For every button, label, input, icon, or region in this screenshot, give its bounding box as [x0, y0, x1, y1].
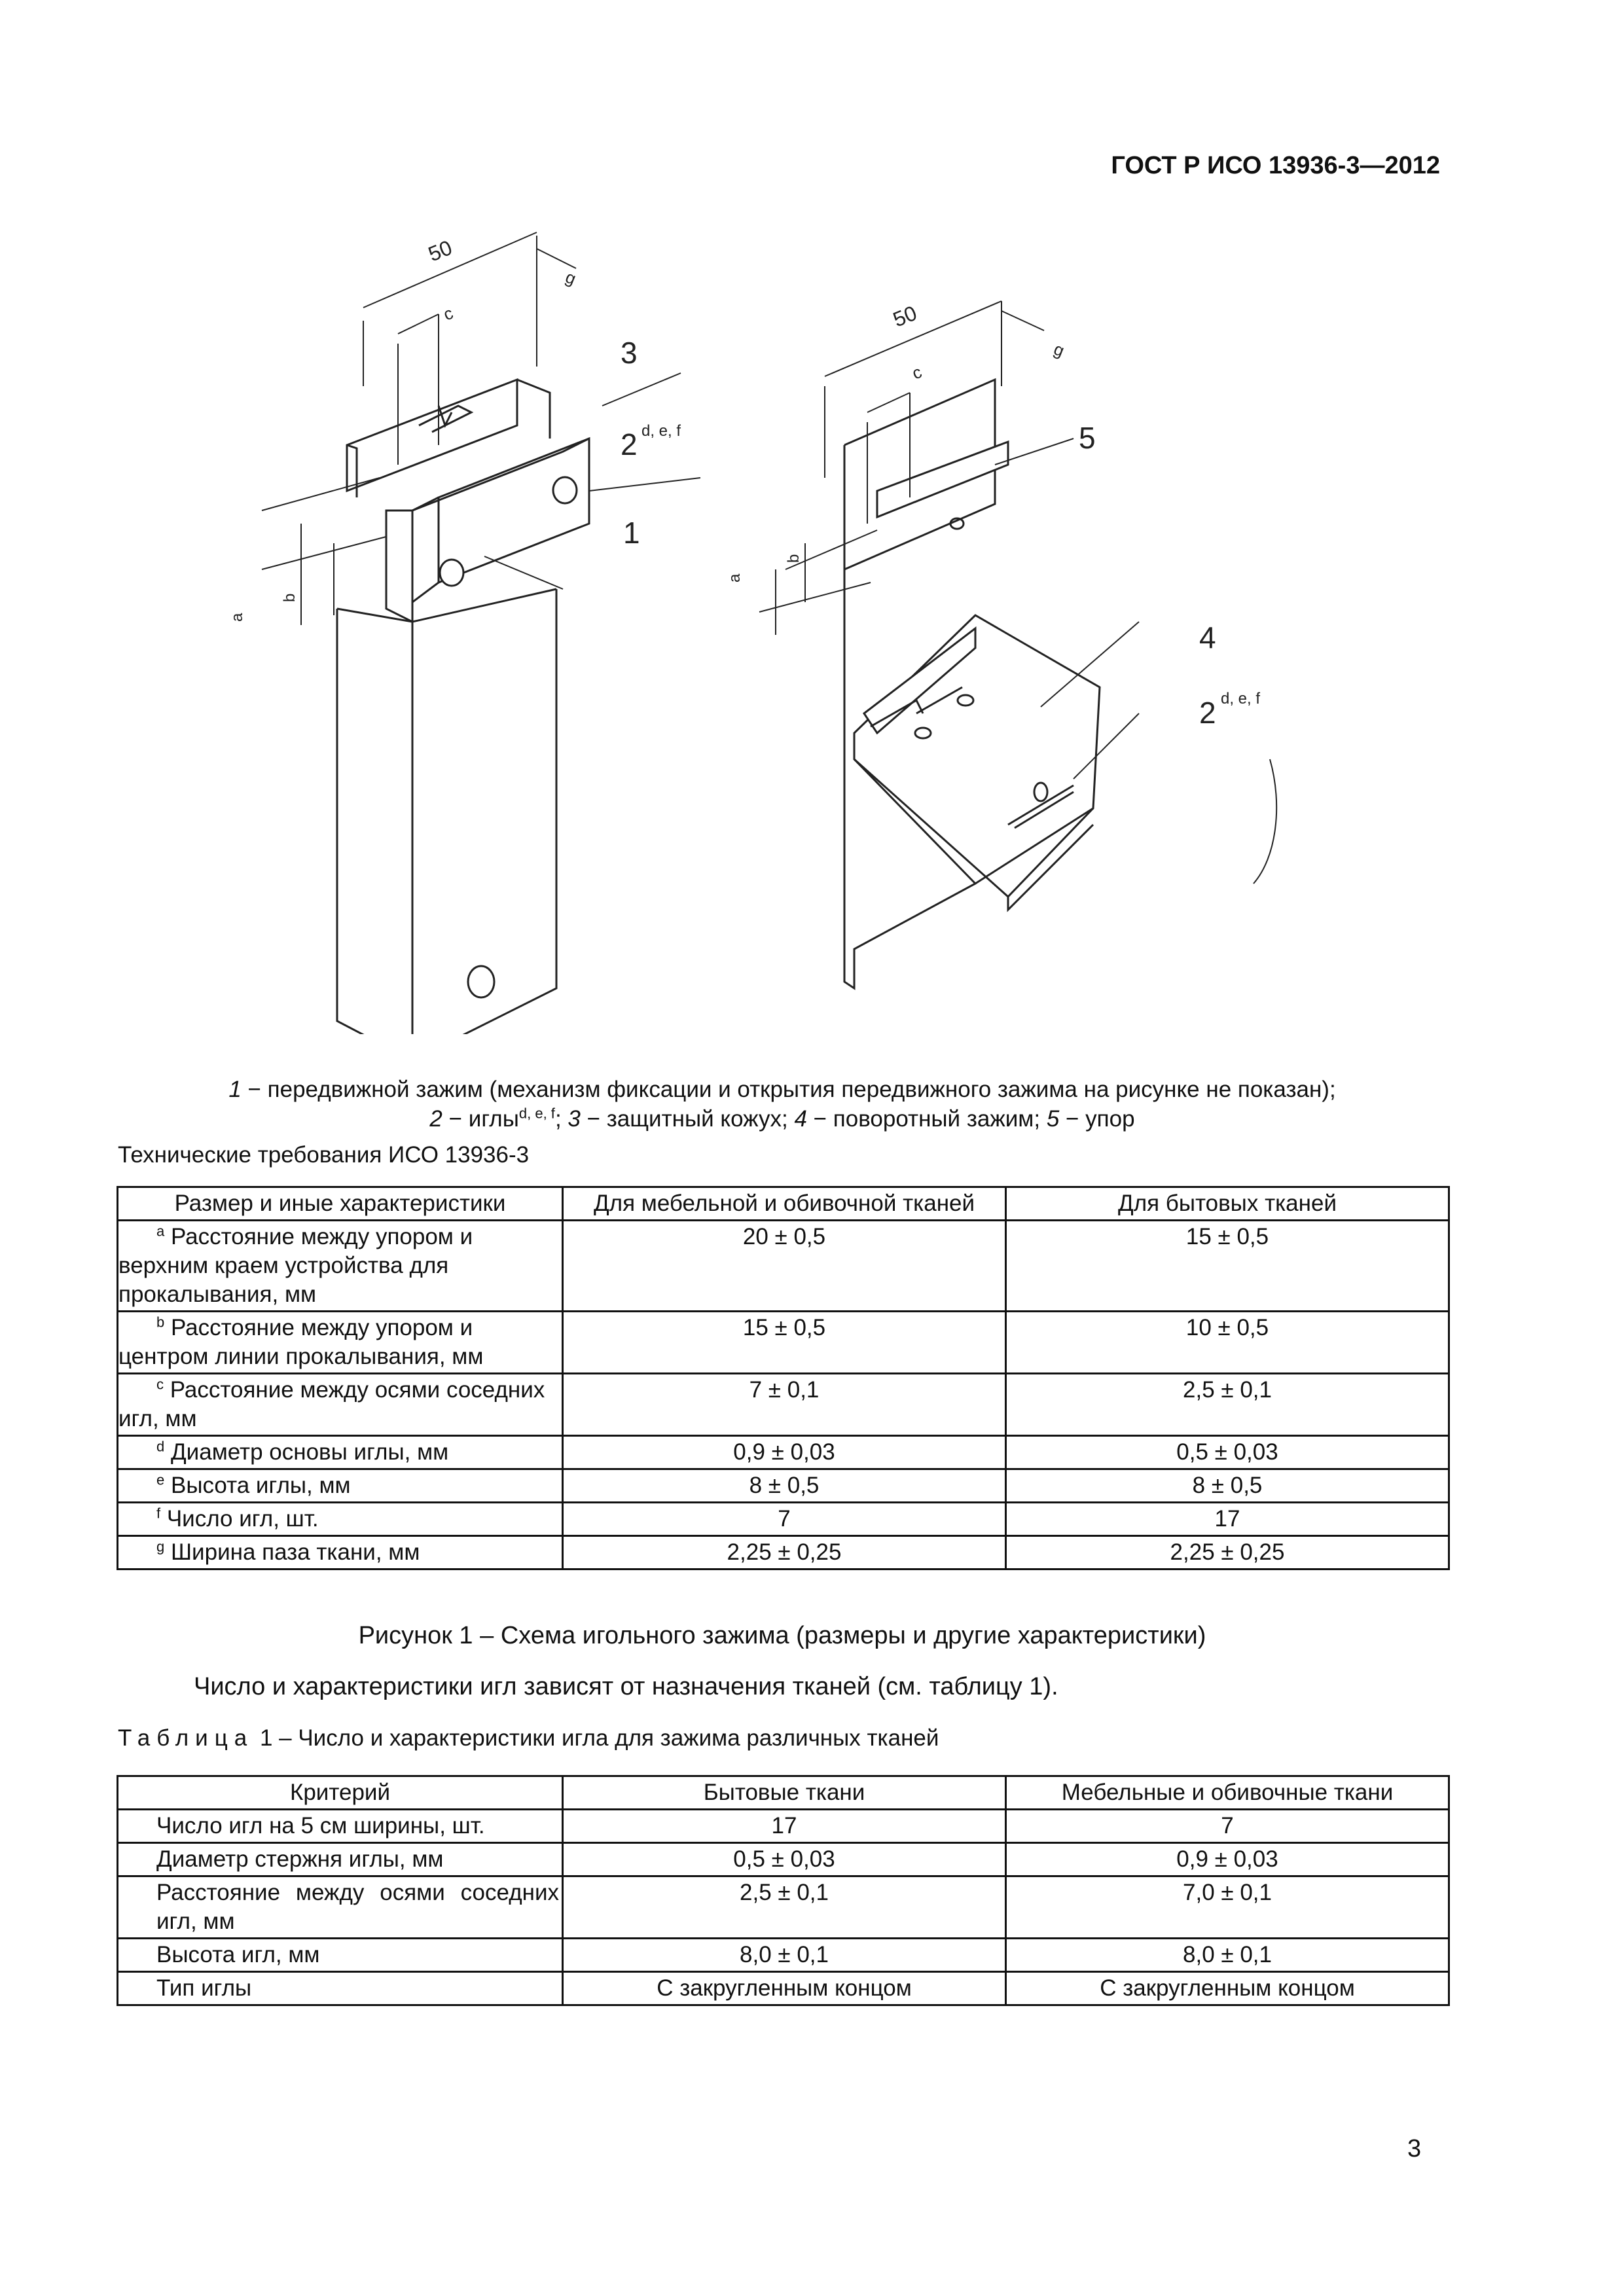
callout-2-left: 2: [621, 427, 638, 461]
cell-value: 15 ± 0,5: [563, 1312, 1006, 1374]
cell-value: С закругленным концом: [563, 1972, 1006, 2005]
tech-requirements-table: [117, 1186, 1450, 1570]
row-label: $^c$ Расстояние между осями соседних игл, мм: [118, 1374, 563, 1436]
row-label: $^g$ Ширина паза ткани, мм: [118, 1536, 563, 1570]
cell-value: 2,25 ± 0,25: [1006, 1536, 1449, 1570]
cell-value: 2,5 ± 0,1: [1006, 1374, 1449, 1436]
tech-requirements-title: Технические требования ИСО 13936-3: [118, 1142, 530, 1168]
dim-c-left: c: [441, 302, 456, 325]
table-row: [118, 1436, 1449, 1469]
cell-value: 7: [1006, 1810, 1449, 1843]
cell-value: 17: [563, 1810, 1006, 1843]
cell-value: 20 ± 0,5: [563, 1221, 1006, 1312]
needle-clamp-figure: [223, 216, 1375, 1034]
cell-value: 0,9 ± 0,03: [1006, 1843, 1449, 1876]
table-row: [118, 1939, 1449, 1972]
table-row: [118, 1843, 1449, 1876]
callout-4: 4: [1199, 620, 1216, 655]
row-label: $^b$ Расстояние между упором и центром линии прокалывания, мм: [118, 1312, 563, 1374]
cell-value: 17: [1006, 1503, 1449, 1536]
cell-value: 10 ± 0,5: [1006, 1312, 1449, 1374]
cell-value: 15 ± 0,5: [1006, 1221, 1449, 1312]
column-header: Для мебельной и обивочной тканей: [563, 1187, 1006, 1221]
table-row: [118, 1972, 1449, 2005]
dim-c-right: c: [909, 361, 925, 384]
figure-caption: Рисунок 1 – Схема игольного зажима (размеры и другие характеристики): [358, 1622, 1206, 1649]
cell-value: 0,9 ± 0,03: [563, 1436, 1006, 1469]
column-header: Размер и иные характеристики: [118, 1187, 563, 1221]
table-row: [118, 1374, 1449, 1436]
column-header: Для бытовых тканей: [1006, 1187, 1449, 1221]
cell-value: 8,0 ± 0,1: [1006, 1939, 1449, 1972]
cell-value: 0,5 ± 0,03: [563, 1843, 1006, 1876]
table-1: [117, 1775, 1450, 2006]
dim-g-left: g: [562, 266, 579, 289]
callout-2-right: 2: [1199, 696, 1216, 730]
table-header-row: [118, 1187, 1449, 1221]
column-header: Критерий: [118, 1776, 563, 1810]
row-label: $^f$ Число игл, шт.: [118, 1503, 563, 1536]
document-header-standard: ГОСТ Р ИСО 13936-3—2012: [1111, 152, 1440, 179]
dim-b-left: b: [281, 593, 298, 602]
cell-value: 0,5 ± 0,03: [1006, 1436, 1449, 1469]
body-paragraph: Число и характеристики игл зависят от назначения тканей (см. таблицу 1).: [194, 1673, 1058, 1700]
table-row: [118, 1312, 1449, 1374]
dim-50-left: 50: [425, 235, 456, 266]
row-label: Тип иглы: [118, 1972, 563, 2005]
table-row: [118, 1810, 1449, 1843]
callout-3: 3: [621, 336, 638, 370]
left-clamp-drawing: [337, 380, 589, 1034]
callout-2-right-sup: d, e, f: [1221, 690, 1261, 708]
page-number: 3: [1407, 2135, 1422, 2162]
cell-value: 8,0 ± 0,1: [563, 1939, 1006, 1972]
table-1-title: Таблица 1 – Число и характеристики игла для зажима различных тканей: [118, 1725, 939, 1751]
column-header: Бытовые ткани: [563, 1776, 1006, 1810]
dim-b-right: b: [785, 554, 803, 563]
dim-g-right: g: [1051, 338, 1068, 361]
row-label: Диаметр стержня иглы, мм: [118, 1843, 563, 1876]
cell-value: 7,0 ± 0,1: [1006, 1876, 1449, 1939]
table-row: [118, 1536, 1449, 1570]
table-row: [118, 1221, 1449, 1312]
cell-value: 7 ± 0,1: [563, 1374, 1006, 1436]
table-row: [118, 1503, 1449, 1536]
row-label: $^e$ Высота иглы, мм: [118, 1469, 563, 1503]
figure-legend-line-2: 2 − иглы$^{d, e, f}$; 3 − защитный кожух; 4 − поворотный зажим; 5 − упор: [429, 1105, 1135, 1132]
right-clamp-drawing: [844, 380, 1100, 988]
callout-5: 5: [1079, 421, 1096, 455]
table-header-row: [118, 1776, 1449, 1810]
callout-1: 1: [623, 516, 640, 550]
dim-50-right: 50: [890, 300, 920, 332]
row-label: $^d$ Диаметр основы иглы, мм: [118, 1436, 563, 1469]
cell-value: 8 ± 0,5: [1006, 1469, 1449, 1503]
cell-value: 2,5 ± 0,1: [563, 1876, 1006, 1939]
cell-value: 7: [563, 1503, 1006, 1536]
cell-value: 8 ± 0,5: [563, 1469, 1006, 1503]
callout-2-left-sup: d, e, f: [641, 422, 681, 440]
table-row: [118, 1876, 1449, 1939]
figure-legend-line-1: 1 − передвижной зажим (механизм фиксации и открытия передвижного зажима на рисунке не показан);: [228, 1077, 1336, 1102]
cell-value: С закругленным концом: [1006, 1972, 1449, 2005]
column-header: Мебельные и обивочные ткани: [1006, 1776, 1449, 1810]
dim-a-right: a: [726, 573, 744, 583]
row-label: Расстояние между осями соседних игл, мм: [118, 1876, 563, 1939]
cell-value: 2,25 ± 0,25: [563, 1536, 1006, 1570]
row-label: Высота игл, мм: [118, 1939, 563, 1972]
row-label: Число игл на 5 см ширины, шт.: [118, 1810, 563, 1843]
dim-a-left: a: [228, 613, 246, 622]
row-label: $^a$ Расстояние между упором и верхним краем устройства для прокалывания, мм: [118, 1221, 563, 1312]
table-row: [118, 1469, 1449, 1503]
